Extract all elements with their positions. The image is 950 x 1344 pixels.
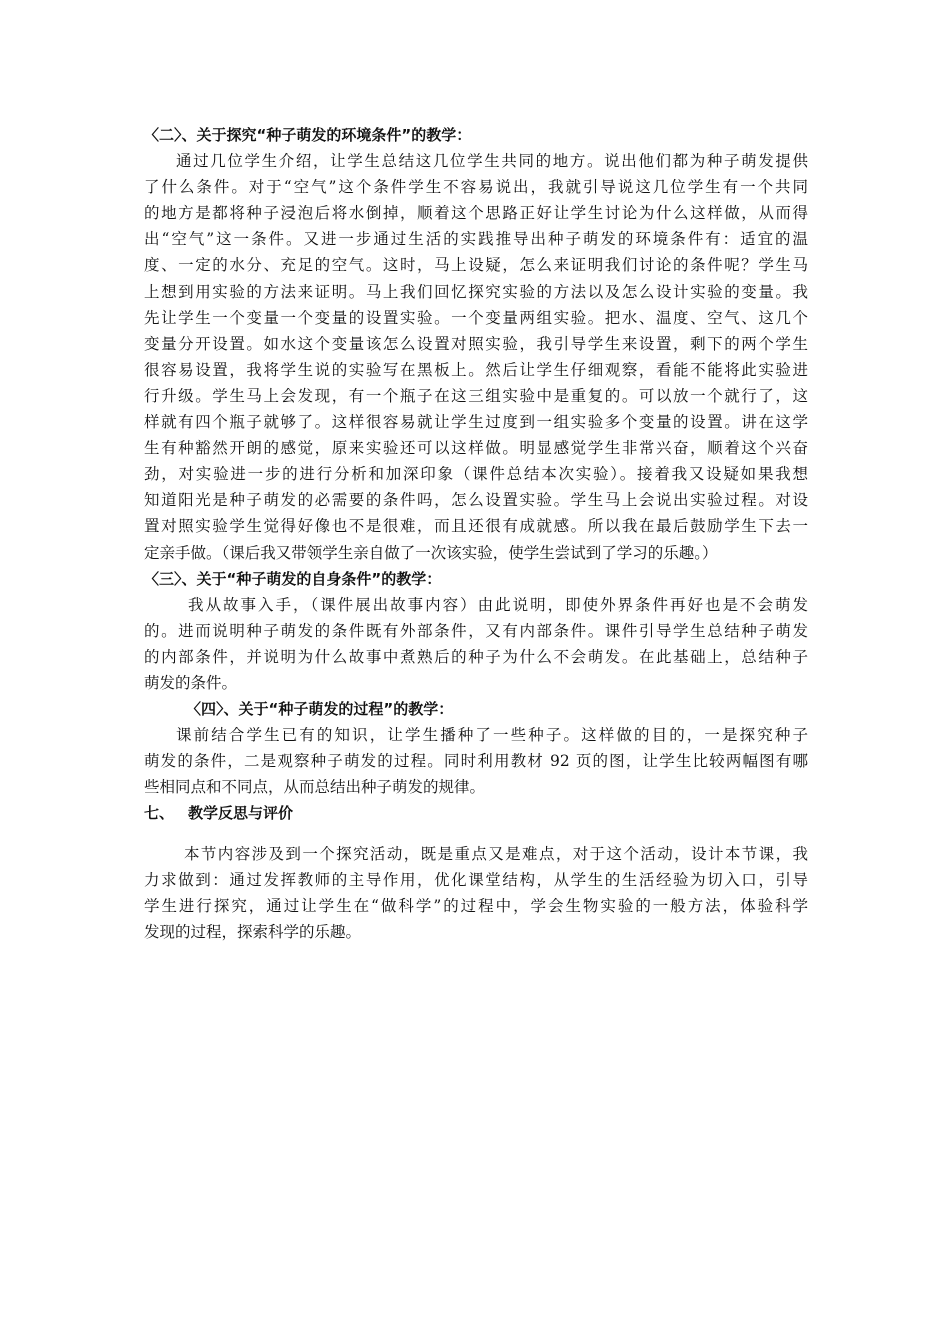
paragraph-line: 我从故事入手，（课件展出故事内容）由此说明，即使外界条件再好也是不会萌发: [188, 595, 808, 614]
section-4-heading: 〈四〉、关于“种子萌发的过程”的教学：: [186, 700, 454, 719]
paragraph-line: 的内部条件，并说明为什么故事中煮熟后的种子为什么不会萌发。在此基础上，总结种子: [144, 647, 808, 666]
paragraph-line: 先让学生一个变量一个变量的设置实验。一个变量两组实验。把水、温度、空气、这几个: [144, 308, 808, 327]
section-7-heading: [144, 800, 808, 826]
paragraph-line: 萌发的条件，二是观察种子萌发的过程。同时利用教材 92 页的图，让学生比较两幅图有哪: [144, 752, 808, 771]
paragraph-line: 知道阳光是种子萌发的必需要的条件吗，怎么设置实验。学生马上会说出实验过程。对设: [144, 491, 808, 510]
paragraph-line: 的地方是都将种子浸泡后将水倒掉，顺着这个思路正好让学生讨论为什么这样做，从而得: [144, 204, 808, 223]
paragraph-line: 学生进行探究，通过让学生在“做科学”的过程中，学会生物实验的一般方法，体验科学: [144, 896, 808, 915]
paragraph-line: 很容易设置，我将学生说的实验写在黑板上。然后让学生仔细观察，看能不能将此实验进: [144, 360, 808, 379]
paragraph-line: 定亲手做。（课后我又带领学生亲自做了一次该实验，使学生尝试到了学习的乐趣。）: [144, 543, 718, 562]
section-3-body: [144, 592, 808, 696]
paragraph-line: 些相同点和不同点，从而总结出种子萌发的规律。: [144, 778, 486, 797]
paragraph-line: 度、一定的水分、充足的空气。这时，马上设疑，怎么来证明我们讨论的条件呢？学生马: [144, 256, 808, 275]
section-4-body: [144, 722, 808, 800]
paragraph-line: 出“空气”这一条件。又进一步通过生活的实践推导出种子萌发的环境条件有：适宜的温: [144, 230, 808, 249]
section-7-title: 教学反思与评价: [188, 804, 294, 823]
paragraph-line: 生有种豁然开朗的感觉，原来实验还可以这样做。明显感觉学生非常兴奋，顺着这个兴奋: [144, 439, 808, 458]
paragraph-line: 通过几位学生介绍，让学生总结这几位学生共同的地方。说出他们都为种子萌发提供: [176, 152, 808, 171]
paragraph-line: 样就有四个瓶子就够了。这样很容易就让学生过度到一组实验多个变量的设置。讲在这学: [144, 413, 808, 432]
paragraph-line: 行升级。学生马上会发现，有一个瓶子在这三组实验中是重复的。可以放一个就行了，这: [144, 386, 808, 405]
paragraph-line: 课前结合学生已有的知识，让学生播种了一些种子。这样做的目的，一是探究种子: [176, 726, 808, 745]
paragraph-line: 萌发的条件。: [144, 673, 238, 692]
document-page: [144, 122, 808, 945]
paragraph-line: 的。进而说明种子萌发的条件既有外部条件，又有内部条件。课件引导学生总结种子萌发: [144, 621, 808, 640]
paragraph-line: 发现的过程，探索科学的乐趣。: [144, 922, 362, 941]
paragraph-line: 本节内容涉及到一个探究活动，既是重点又是难点，对于这个活动，设计本节课，我: [184, 844, 808, 863]
section-3-heading: 〈三〉、关于“种子萌发的自身条件”的教学：: [144, 569, 442, 588]
paragraph-line: 了什么条件。对于“空气”这个条件学生不容易说出，我就引导说这几位学生有一个共同: [144, 178, 808, 197]
section-2-body: [144, 148, 808, 566]
section-7-body: [144, 841, 808, 945]
section-2-heading: 〈二〉、关于探究“种子萌发的环境条件”的教学：: [144, 126, 472, 144]
paragraph-line: 上想到用实验的方法来证明。马上我们回忆探究实验的方法以及怎么设计实验的变量。我: [144, 282, 808, 301]
paragraph-line: 置对照实验学生觉得好像也不是很难，而且还很有成就感。所以我在最后鼓励学生下去一: [144, 517, 808, 536]
paragraph-line: 力求做到：通过发挥教师的主导作用，优化课堂结构，从学生的生活经验为切入口，引导: [144, 870, 808, 889]
paragraph-line: 劲，对实验进一步的进行分析和加深印象（课件总结本次实验）。接着我又设疑如果我想: [144, 465, 808, 484]
paragraph-line: 变量分开设置。如水这个变量该怎么设置对照实验，我引导学生来设置，剩下的两个学生: [144, 334, 808, 353]
spacer: [144, 827, 808, 841]
section-7-number: 七、: [144, 804, 175, 823]
